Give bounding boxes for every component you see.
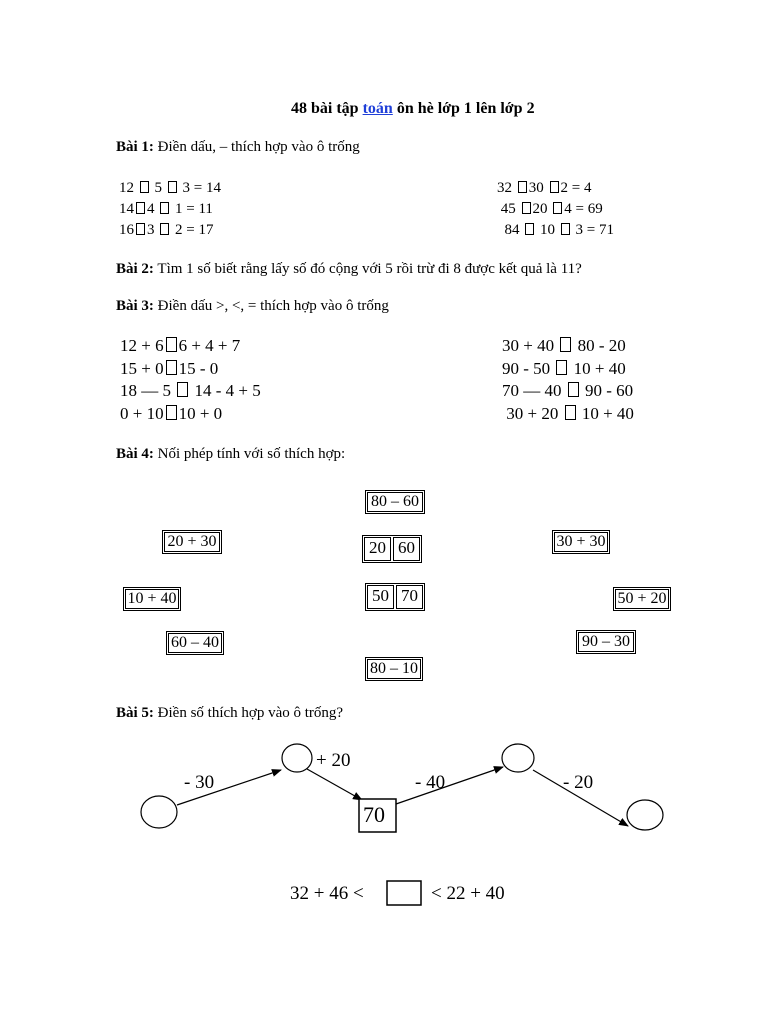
- answer-circle[interactable]: [502, 744, 534, 772]
- inequality-left: 32 + 46 <: [290, 883, 364, 904]
- answer-circle[interactable]: [627, 800, 663, 830]
- bai3-right-row: 90 - 50 10 + 40: [502, 358, 626, 378]
- inequality-right: < 22 + 40: [431, 883, 505, 904]
- bai1-right-row: 84 10 3 = 71: [504, 222, 614, 238]
- arrow: [307, 769, 362, 800]
- number-box[interactable]: 20: [364, 537, 391, 561]
- op-label: - 20: [563, 772, 594, 793]
- bai3-label: Bài 3:: [116, 298, 154, 314]
- bai1-left-row: 14 4 1 = 11: [119, 201, 213, 217]
- expr-label: 10 + 40: [125, 589, 179, 609]
- answer-circle[interactable]: [282, 744, 312, 772]
- bai3-left-row: 18 — 5 14 - 4 + 5: [120, 381, 261, 400]
- expr-label: 80 – 60: [367, 492, 423, 512]
- expr-label: 20 + 30: [164, 532, 220, 552]
- bai3-left-row: 12 + 6 6 + 4 + 7: [120, 336, 241, 355]
- number-box[interactable]: 50: [367, 585, 394, 609]
- op-label: - 40: [415, 772, 446, 793]
- expr-label: 80 – 10: [367, 659, 421, 679]
- bai1-right-row: 32 30 2 = 4: [497, 180, 592, 196]
- answer-box[interactable]: [387, 881, 421, 905]
- bai1-label: Bài 1:: [116, 139, 154, 155]
- bai1-left-row: 16 3 2 = 17: [119, 222, 214, 238]
- number-box[interactable]: 70: [396, 585, 423, 609]
- bai2-text: Tìm 1 số biết rằng lấy số đó cộng với 5 rồi trừ đi 8 được kết quả là 11?: [153, 261, 582, 277]
- bai3-left-row: 15 + 0 15 - 0: [120, 358, 219, 378]
- bai3-right-row: 30 + 40 80 - 20: [502, 336, 626, 355]
- bai4-text: Nối phép tính với số thích hợp:: [153, 446, 346, 462]
- op-label: + 20: [316, 750, 351, 771]
- bai2-label: Bài 2:: [116, 261, 154, 277]
- bai3-left-row: 0 + 10 10 + 0: [120, 403, 223, 423]
- arrow: [396, 767, 503, 804]
- bai1-right-row: 45 20 4 = 69: [500, 201, 603, 217]
- expr-label: 30 + 30: [554, 532, 608, 552]
- value-box-label: 70: [363, 802, 385, 827]
- answer-circle[interactable]: [141, 796, 177, 828]
- bai5-label: Bài 5:: [116, 705, 154, 721]
- expr-label: 90 – 30: [578, 632, 634, 652]
- bai5-text: Điền số thích hợp vào ô trống?: [153, 705, 344, 721]
- bai3-right-row: 30 + 20 10 + 40: [506, 403, 634, 423]
- bai1-left-row: 12 5 3 = 14: [119, 180, 221, 196]
- expr-label: 50 + 20: [615, 589, 669, 609]
- bai4-label: Bài 4:: [116, 446, 154, 462]
- bai3-text: Điền dấu >, <, = thích hợp vào ô trống: [153, 298, 389, 314]
- op-label: - 30: [184, 772, 215, 793]
- title-suffix: ôn hè lớp 1 lên lớp 2: [392, 100, 535, 117]
- bai1-text: Điền dấu, – thích hợp vào ô trống: [153, 139, 360, 155]
- bai3-right-row: 70 — 40 90 - 60: [502, 381, 634, 400]
- title-prefix: 48 bài tập: [291, 100, 363, 117]
- title-link[interactable]: toán: [362, 100, 393, 117]
- expr-label: 60 – 40: [168, 633, 222, 653]
- number-box[interactable]: 60: [393, 537, 420, 561]
